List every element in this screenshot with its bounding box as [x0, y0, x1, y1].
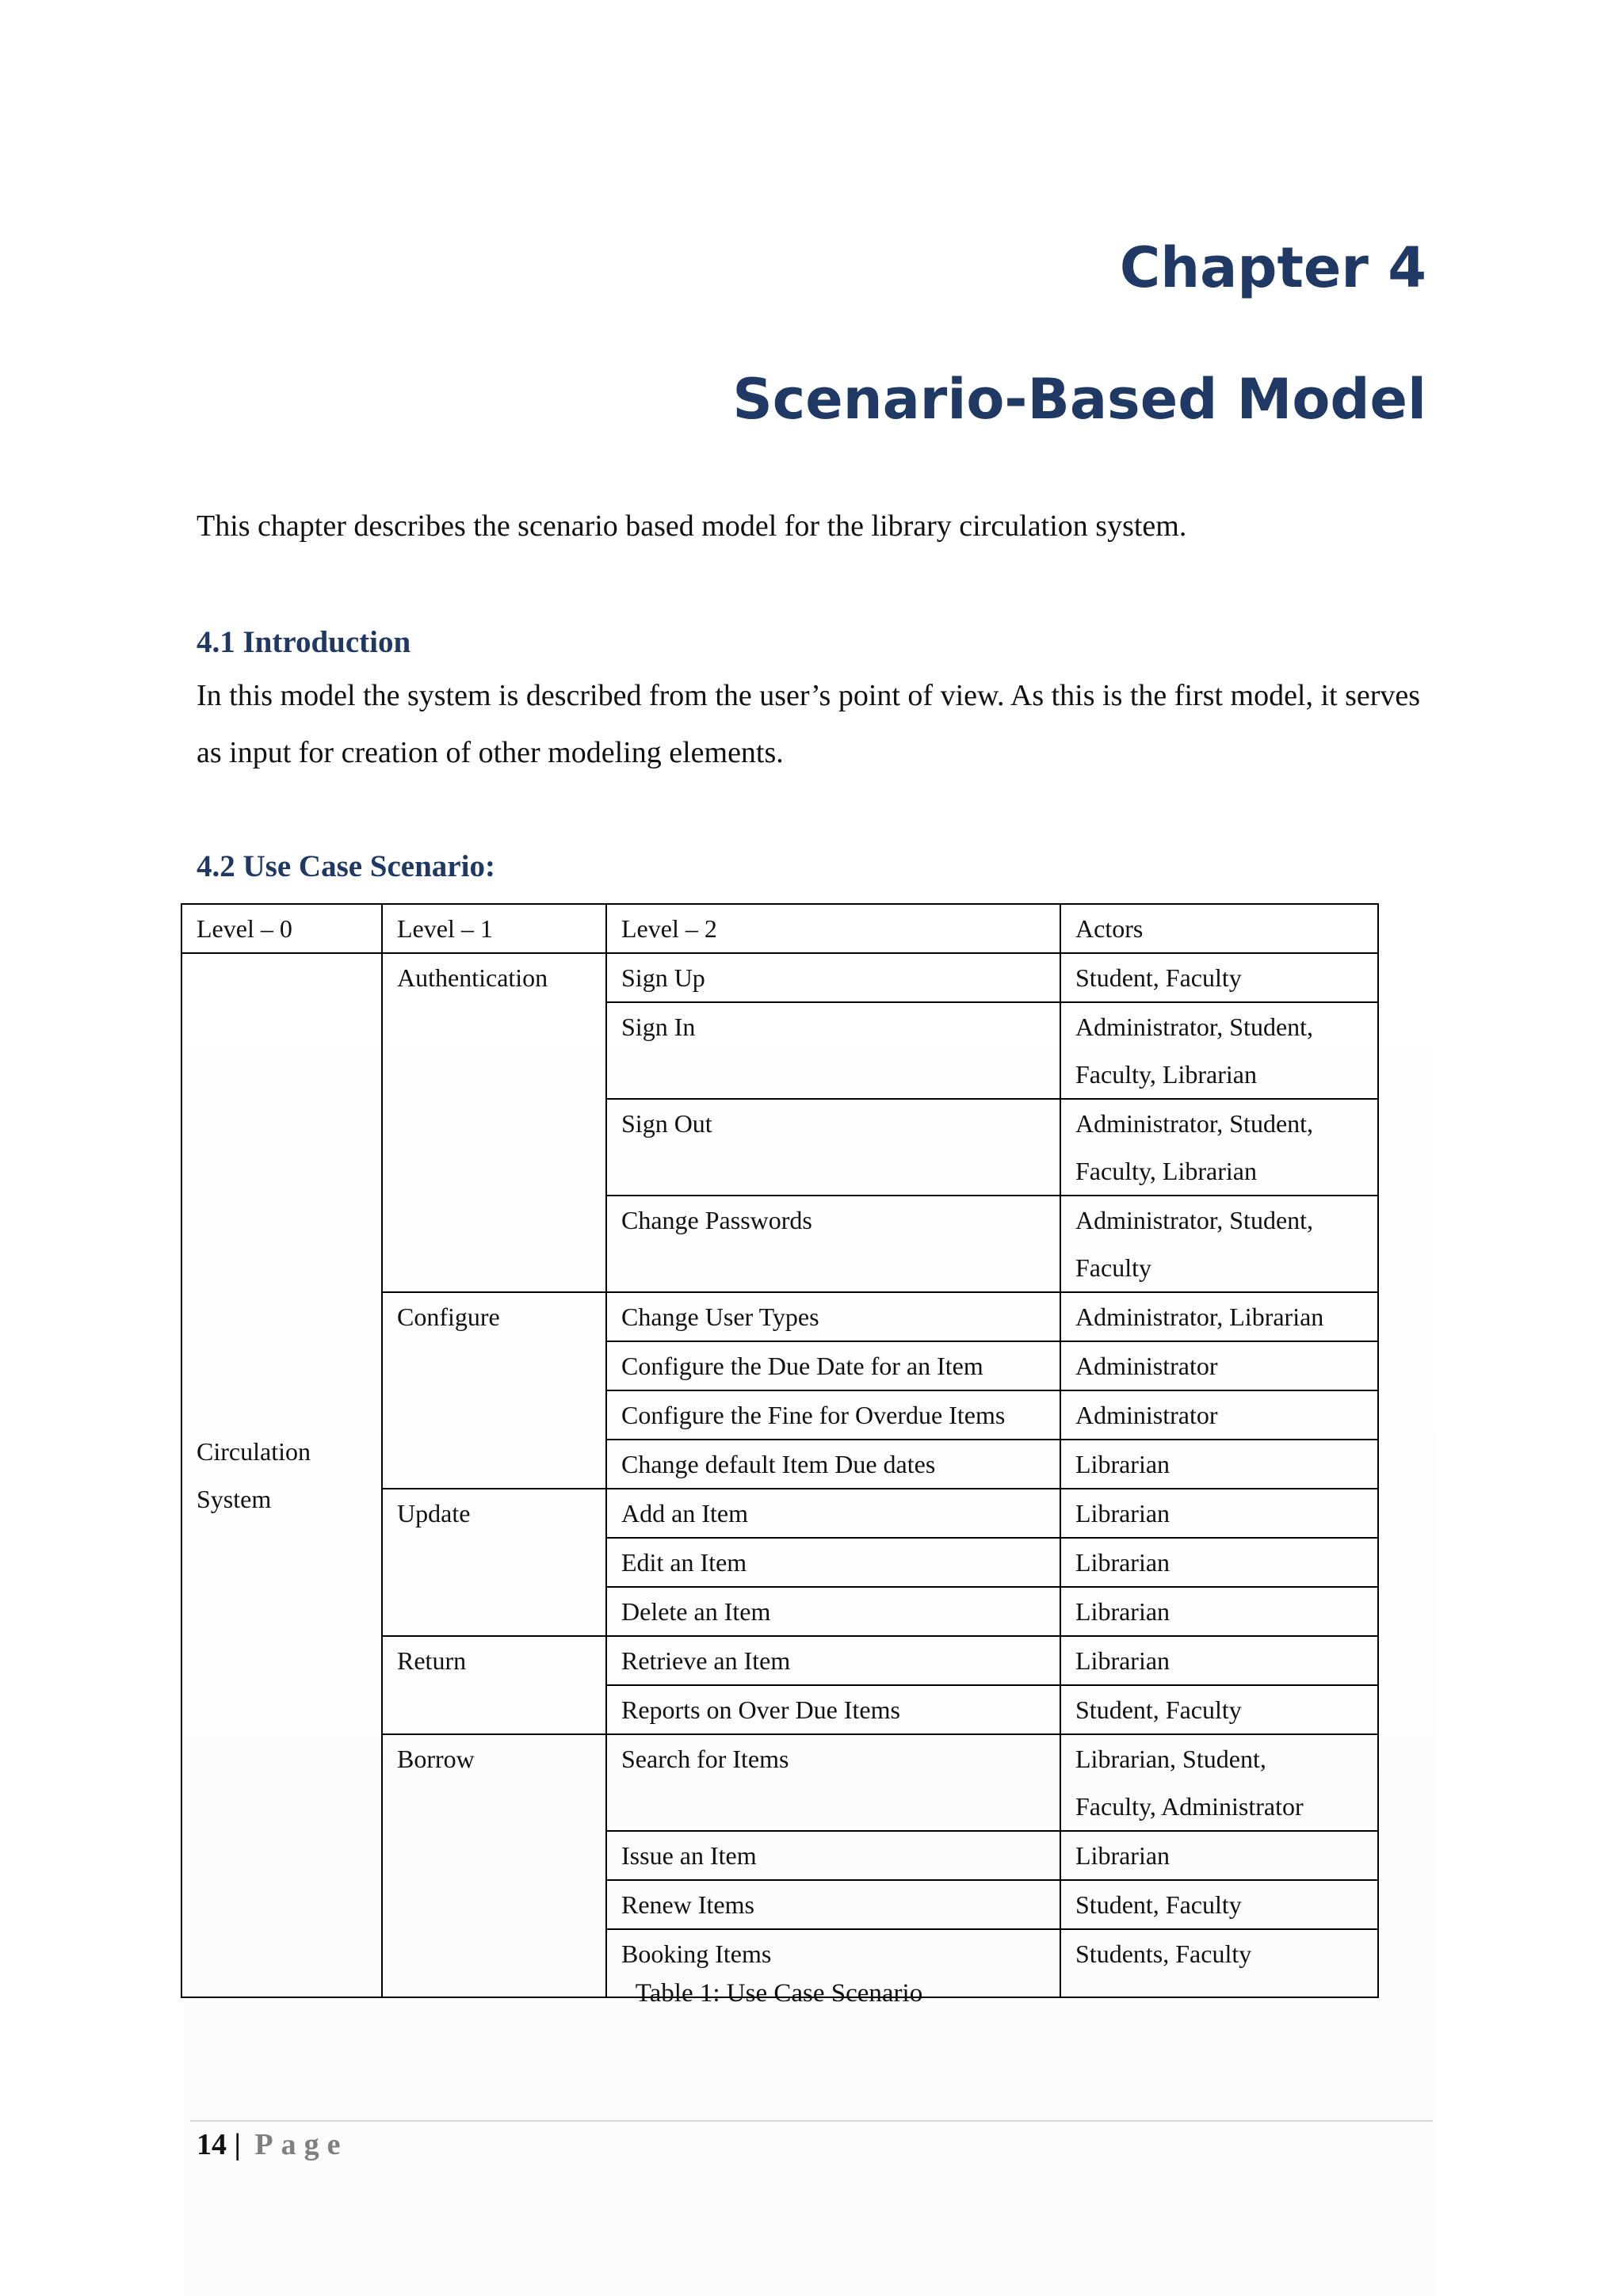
- level1-cell-configure: Configure: [382, 1292, 606, 1489]
- level2-cell: Add an Item: [606, 1489, 1060, 1538]
- level2-cell: Sign Out: [606, 1099, 1060, 1196]
- level2-cell: Issue an Item: [606, 1831, 1060, 1880]
- actors-cell: Librarian: [1060, 1587, 1378, 1636]
- level2-cell: Sign Up: [606, 953, 1060, 1002]
- section-heading-use-case-scenario: 4.2 Use Case Scenario:: [197, 849, 495, 883]
- footer-separator: |: [234, 2128, 241, 2161]
- level2-cell: Edit an Item: [606, 1538, 1060, 1587]
- header-cell-level-1: Level – 1: [382, 904, 606, 953]
- level1-cell-borrow: Borrow: [382, 1734, 606, 1997]
- level2-cell: Booking Items: [606, 1929, 1060, 1997]
- header-cell-actors: Actors: [1060, 904, 1378, 953]
- level1-cell-return: Return: [382, 1636, 606, 1734]
- level2-cell: Renew Items: [606, 1880, 1060, 1929]
- level2-cell: Change User Types: [606, 1292, 1060, 1341]
- introduction-paragraph: In this model the system is described from the user’s point of view. As this is the first model, it serves as input for creation of other modeling elements.: [197, 679, 1421, 769]
- chapter-title-heading: Scenario-Based Model: [732, 366, 1426, 432]
- actors-line: Faculty, Librarian: [1075, 1060, 1257, 1089]
- actors-line: Librarian, Student,: [1075, 1745, 1266, 1773]
- actors-cell: Student, Faculty: [1060, 1880, 1378, 1929]
- header-cell-level-0: Level – 0: [181, 904, 382, 953]
- actors-cell: [1060, 1196, 1378, 1292]
- page-label: Page: [254, 2128, 349, 2161]
- level2-cell: Configure the Due Date for an Item: [606, 1341, 1060, 1390]
- actors-line: Administrator, Student,: [1075, 1013, 1314, 1041]
- actors-cell: Student, Faculty: [1060, 953, 1378, 1002]
- level0-line: Circulation: [197, 1437, 311, 1466]
- use-case-table: [181, 903, 1379, 1998]
- level2-cell: Reports on Over Due Items: [606, 1685, 1060, 1734]
- table-row: [181, 953, 1378, 1002]
- actors-cell: [1060, 1002, 1378, 1099]
- actors-cell: Administrator: [1060, 1390, 1378, 1440]
- actors-cell: Administrator: [1060, 1341, 1378, 1390]
- level0-line: System: [197, 1485, 272, 1513]
- chapter-number-heading: Chapter 4: [1119, 235, 1426, 300]
- section-heading-introduction: 4.1 Introduction: [197, 625, 411, 659]
- actors-cell: Librarian: [1060, 1538, 1378, 1587]
- level2-cell: Change Passwords: [606, 1196, 1060, 1292]
- level1-cell-authentication: Authentication: [382, 953, 606, 1292]
- actors-line: Faculty, Librarian: [1075, 1157, 1257, 1185]
- table-header-row: [181, 904, 1378, 953]
- actors-cell: Librarian: [1060, 1489, 1378, 1538]
- actors-cell: Administrator, Librarian: [1060, 1292, 1378, 1341]
- level2-cell: Search for Items: [606, 1734, 1060, 1831]
- actors-cell: Student, Faculty: [1060, 1685, 1378, 1734]
- actors-cell: Librarian: [1060, 1636, 1378, 1685]
- level1-cell-update: Update: [382, 1489, 606, 1636]
- actors-line: Faculty: [1075, 1253, 1151, 1282]
- level0-cell: [181, 953, 382, 1997]
- actors-cell: Students, Faculty: [1060, 1929, 1378, 1997]
- level2-cell: Retrieve an Item: [606, 1636, 1060, 1685]
- level2-cell: Sign In: [606, 1002, 1060, 1099]
- table-caption: Table 1: Use Case Scenario: [635, 1979, 923, 2008]
- actors-cell: [1060, 1734, 1378, 1831]
- header-cell-level-2: Level – 2: [606, 904, 1060, 953]
- level2-cell: Configure the Fine for Overdue Items: [606, 1390, 1060, 1440]
- level2-cell: Change default Item Due dates: [606, 1440, 1060, 1489]
- page-number: 14: [197, 2128, 227, 2161]
- footer-divider: [190, 2120, 1433, 2122]
- actors-line: Faculty, Administrator: [1075, 1792, 1304, 1821]
- actors-line: Administrator, Student,: [1075, 1109, 1314, 1138]
- actors-line: Administrator, Student,: [1075, 1206, 1314, 1234]
- page-footer: [197, 2130, 348, 2160]
- actors-cell: [1060, 1099, 1378, 1196]
- level2-cell: Delete an Item: [606, 1587, 1060, 1636]
- actors-cell: Librarian: [1060, 1440, 1378, 1489]
- actors-cell: Librarian: [1060, 1831, 1378, 1880]
- intro-paragraph: This chapter describes the scenario based model for the library circulation system.: [197, 509, 1187, 543]
